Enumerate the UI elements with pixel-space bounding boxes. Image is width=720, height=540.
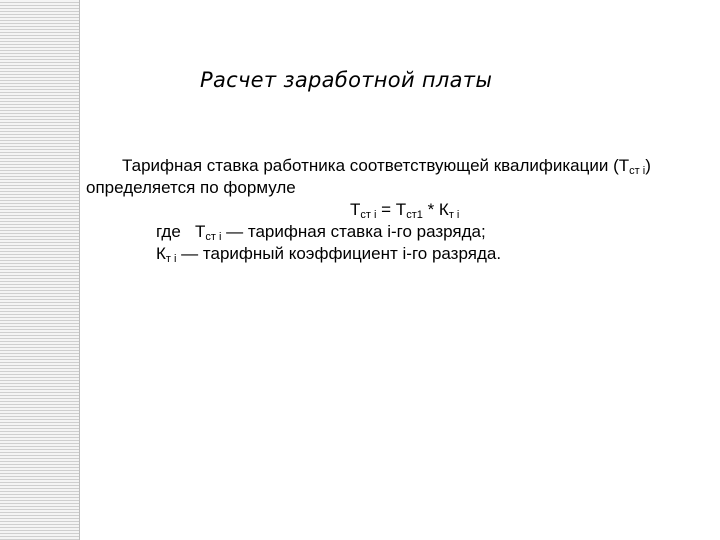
definition-line-1-prefix: где Т [156,222,206,241]
formula [86,199,686,221]
decorative-left-strip [0,0,79,540]
formula-equals: = Т [376,200,407,219]
formula-multiply: * К [422,200,449,219]
formula-t1-subscript: ст1 [406,209,423,221]
definition-line-2-prefix: К [156,244,166,263]
paragraph-line-1-text: Тарифная ставка работника соответствующей квалификации (Т [122,156,630,175]
formula-t: Т [350,200,361,219]
paragraph-line-1-end: ) [645,156,651,175]
formula-t-subscript: ст i [360,209,377,221]
definition-line-1-subscript: ст i [205,231,222,243]
definition-line-1 [86,221,686,243]
slide-body [86,155,686,265]
definition-line-1-text: — тарифная ставка i-го разряда; [221,222,486,241]
definition-line-2-text: — тарифный коэффициент i-го разряда. [176,244,502,263]
paragraph-line-1 [86,155,686,177]
definition-line-2-subscript: т i [165,253,177,265]
paragraph-line-1-subscript: ст i [629,165,646,177]
left-strip-divider [79,0,80,540]
formula-k-subscript: т i [448,209,460,221]
paragraph-line-2: определяется по формуле [86,178,296,197]
definition-line-2 [86,243,686,265]
slide-title: Расчет заработной платы [200,68,493,92]
